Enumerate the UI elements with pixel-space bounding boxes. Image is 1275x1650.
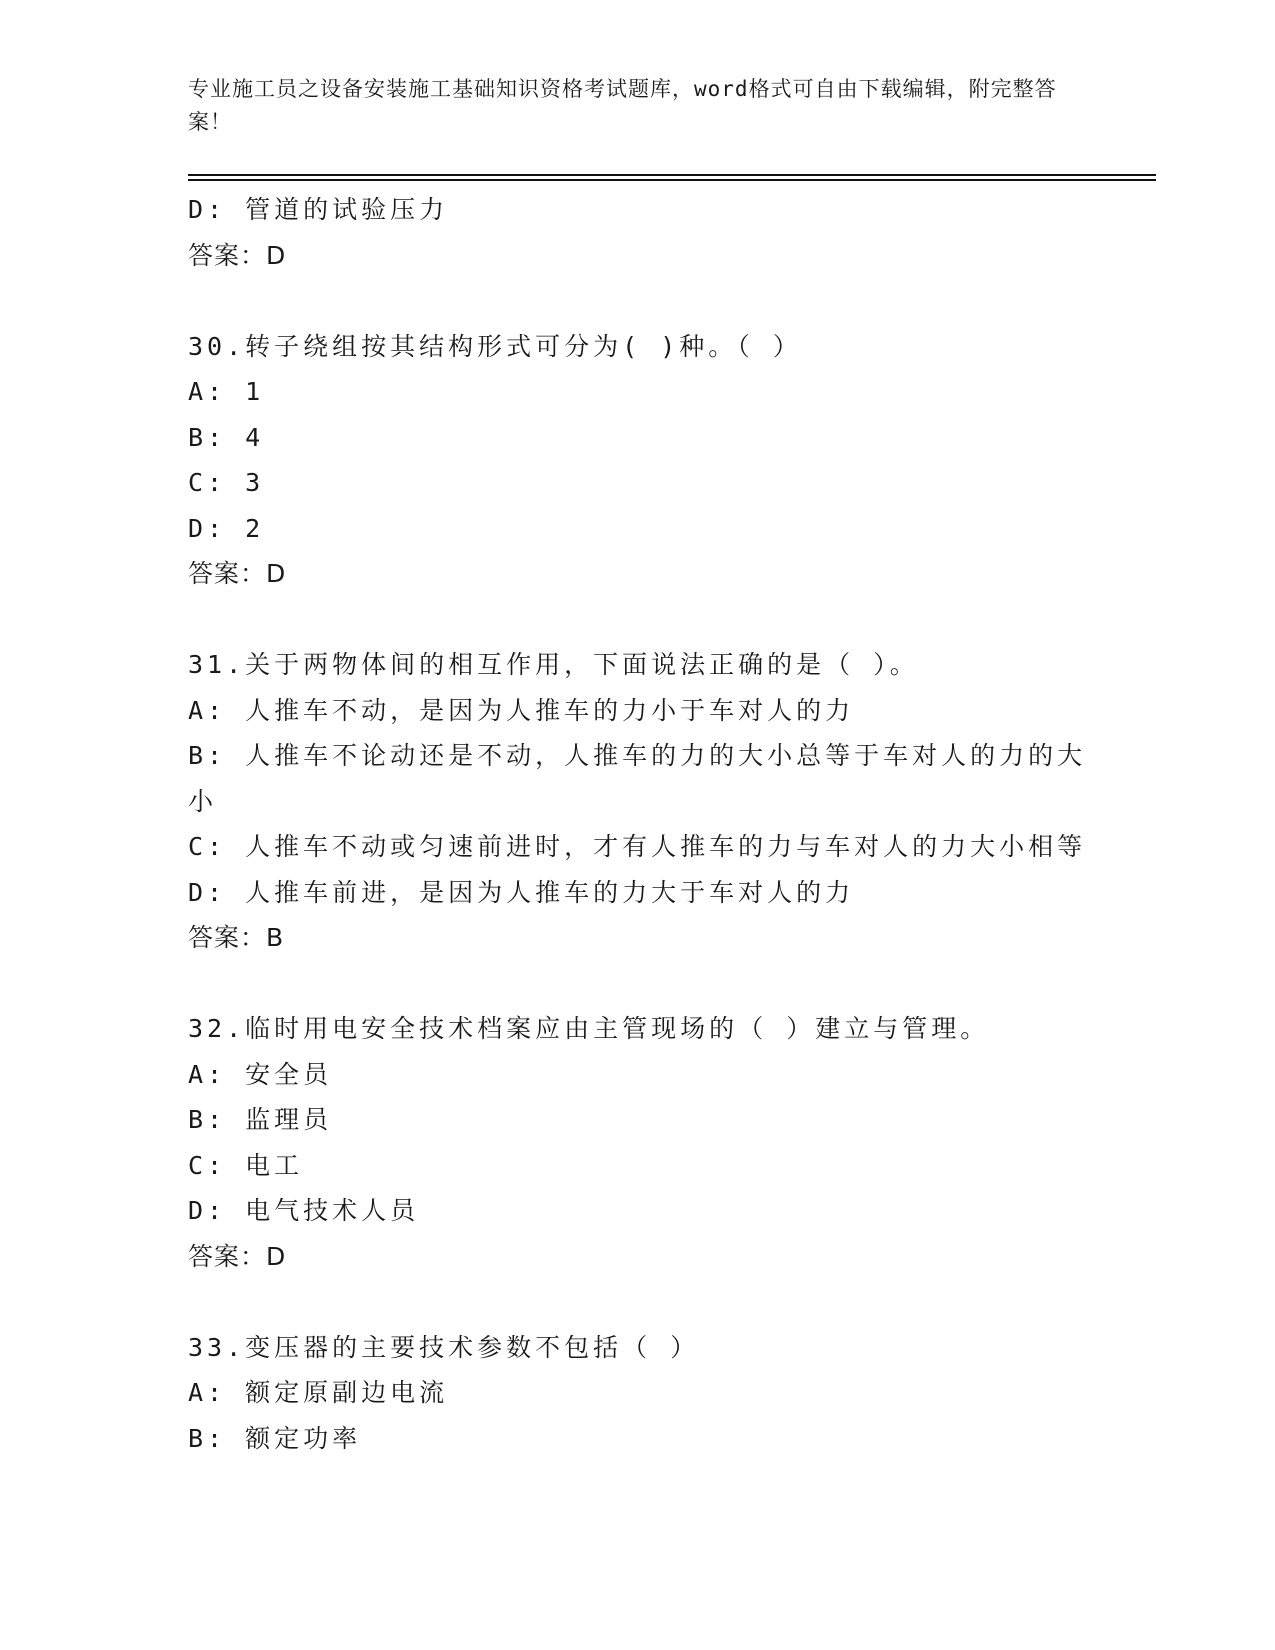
option-d: D: 人推车前进，是因为人推车的力大于车对人的力 [188, 877, 855, 907]
answer-label: 答案：D [188, 240, 287, 270]
document-page [188, 0, 1158, 1461]
question-31 [188, 642, 1158, 961]
option-c: C: 人推车不动或匀速前进时，才有人推车的力与车对人的力大小相等 [188, 832, 1087, 861]
question-29-tail [188, 187, 1158, 278]
question-stem: 33.变压器的主要技术参数不包括（ ） [188, 1332, 700, 1362]
header-divider [188, 174, 1158, 181]
option-a: A: 安全员 [188, 1059, 333, 1089]
answer-label: 答案：D [188, 559, 287, 588]
option-a: A: 人推车不动，是因为人推车的力小于车对人的力 [188, 695, 855, 725]
option-b: B: 额定功率 [188, 1423, 362, 1453]
question-stem: 31.关于两物体间的相互作用，下面说法正确的是（ ）。 [188, 650, 919, 679]
question-30 [188, 324, 1158, 597]
option-a: A: 额定原副边电流 [188, 1378, 449, 1407]
question-stem: 32.临时用电安全技术档案应由主管现场的（ ）建立与管理。 [188, 1014, 990, 1043]
answer-label: 答案：D [188, 1241, 287, 1271]
divider-line-bottom [188, 179, 1156, 181]
header-text: 专业施工员之设备安装施工基础知识资格考试题库，word格式可自由下载编辑，附完整答案！ [188, 77, 1057, 134]
spacer [188, 597, 1158, 643]
question-list [188, 187, 1158, 1461]
spacer [188, 1279, 1158, 1325]
option-d: D: 电气技术人员 [188, 1196, 420, 1225]
option-c: C: 3 [188, 468, 265, 497]
spacer [188, 961, 1158, 1007]
option-d: D: 2 [188, 513, 265, 543]
document-header [188, 73, 1068, 139]
spacer [188, 278, 1158, 324]
option-b: B: 4 [188, 422, 265, 452]
option-d: D: 管道的试验压力 [188, 195, 449, 224]
option-b: B: 监理员 [188, 1105, 333, 1134]
option-a: A: 1 [188, 377, 265, 406]
question-stem: 30.转子绕组按其结构形式可分为( )种。（ ） [188, 331, 802, 361]
divider-line-top [188, 174, 1156, 176]
answer-label: 答案：B [188, 923, 285, 952]
question-33 [188, 1325, 1158, 1462]
question-32 [188, 1006, 1158, 1279]
option-b: B: 人推车不论动还是不动，人推车的力的大小总等于车对人的力的大小 [188, 741, 1087, 816]
option-c: C: 电工 [188, 1150, 304, 1180]
